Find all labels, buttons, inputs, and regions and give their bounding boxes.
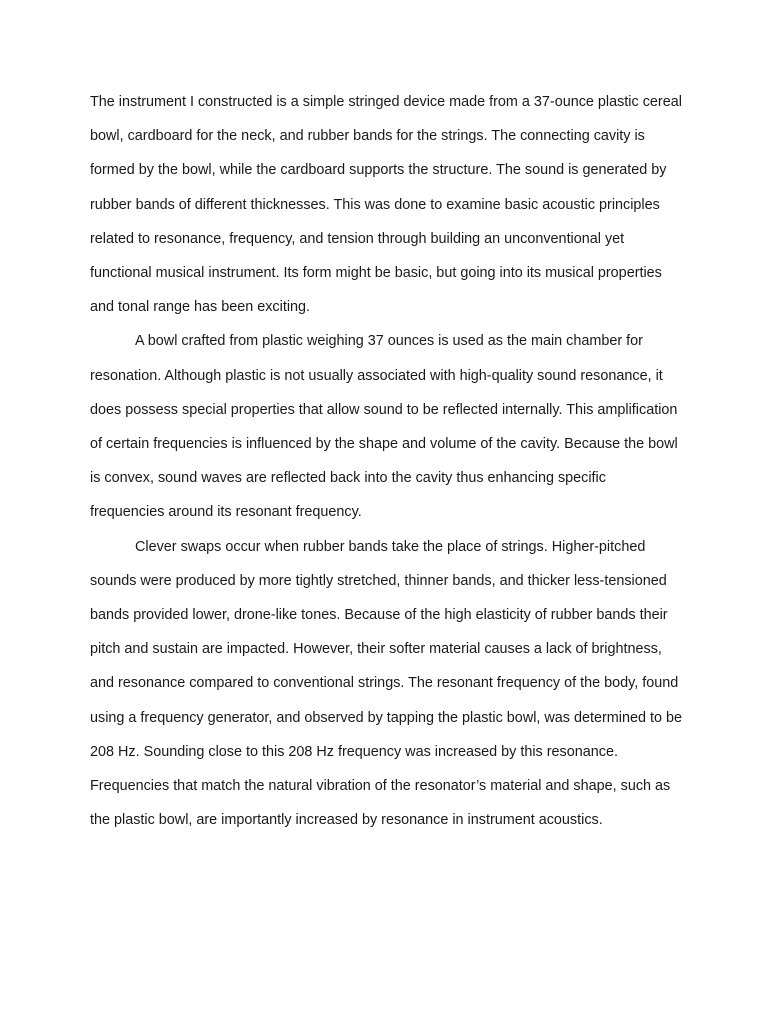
paragraph-3: Clever swaps occur when rubber bands take the place of strings. Higher-pitched sounds were produced by more tightly stretched, thinner bands, and thicker less-tensioned bands provided lower, drone-like tones. Because of the high elasticity of rubber bands their pitch and sustain are impacted. However, their softer material causes a lack of brightness, and resonance compared to conventional strings. The resonant frequency of the body, found using a frequency generator, and observed by tapping the plastic bowl, was determined to be 208 Hz. Sounding close to this 208 Hz frequency was increased by this resonance. Frequencies that match the natural vibration of the resonator’s material and shape, such as the plastic bowl, are importantly increased by resonance in instrument acoustics. (90, 538, 682, 829)
body-text (90, 85, 682, 837)
paragraph-2: A bowl crafted from plastic weighing 37 ounces is used as the main chamber for resonation. Although plastic is not usually associated with high-quality sound resonance, it does possess special properties that allow sound to be reflected internally. This amplification of certain frequencies is influenced by the shape and volume of the cavity. Because the bowl is convex, sound waves are reflected back into the cavity thus enhancing specific frequencies around its resonant frequency. (90, 333, 678, 521)
paragraph-1: The instrument I constructed is a simple stringed device made from a 37-ounce plastic cereal bowl, cardboard for the neck, and rubber bands for the strings. The connecting cavity is formed by the bowl, while the cardboard supports the structure. The sound is generated by rubber bands of different thicknesses. This was done to examine basic acoustic principles related to resonance, frequency, and tension through building an unconventional yet functional musical instrument. Its form might be basic, but going into its musical properties and tonal range has been exciting. (90, 94, 682, 316)
